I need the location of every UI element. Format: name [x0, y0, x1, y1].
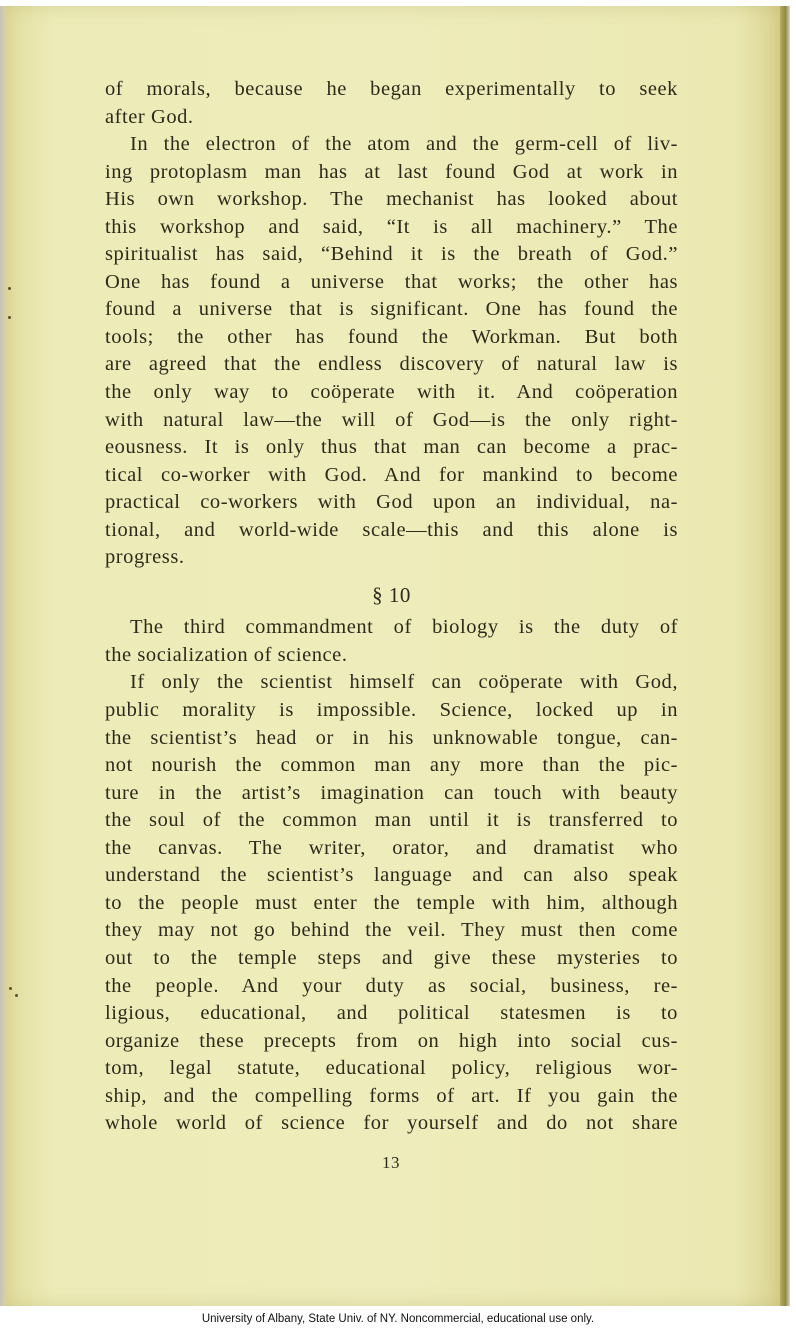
text-line: to the people must enter the temple with him, although [105, 891, 678, 914]
paper-speck [8, 287, 11, 290]
usage-notice: University of Albany, State Univ. of NY. Noncommercial, educational use only. [201, 1313, 595, 1325]
text-line: practical co-workers with God upon an individual, na- [105, 491, 678, 514]
text-line: the socialization of science. [105, 643, 348, 666]
text-line: tools; the other has found the Workman. But both [105, 325, 678, 348]
paper-speck [15, 994, 18, 997]
text-line: ship, and the compelling forms of art. If you gain the [105, 1084, 678, 1107]
text-line: ing protoplasm man has at last found God at work in [105, 160, 678, 183]
text-line: understand the scientist’s language and can also speak [105, 864, 678, 887]
text-line: ligious, educational, and political statesmen is to [105, 1002, 678, 1025]
section-heading: § 10 [372, 582, 411, 607]
text-line: The third commandment of biology is the duty of [130, 616, 678, 639]
text-line: the people. And your duty as social, business, re- [105, 974, 678, 997]
text-line: they may not go behind the veil. They must then come [105, 919, 678, 942]
text-line: the only way to coöperate with it. And coöperation [105, 381, 678, 404]
text-line: out to the temple steps and give these mysteries to [105, 946, 678, 969]
text-line: ture in the artist’s imagination can touch with beauty [105, 781, 678, 804]
text-line: public morality is impossible. Science, locked up in [105, 699, 678, 722]
text-line: not nourish the common man any more than the pic- [105, 754, 678, 777]
text-line: If only the scientist himself can coöperate with God, [130, 671, 678, 694]
text-line: tom, legal statute, educational policy, religious wor- [105, 1057, 678, 1080]
text-line: the scientist’s head or in his unknowable tongue, can- [105, 726, 678, 749]
text-line: are agreed that the endless discovery of natural law is [105, 353, 678, 376]
text-line: the canvas. The writer, orator, and dramatist who [105, 836, 678, 859]
text-line: His own workshop. The mechanist has looked about [105, 188, 678, 211]
text-line: spiritualist has said, “Behind it is the breath of God.” [105, 243, 678, 266]
text-line: tional, and world-wide scale—this and this alone is [105, 518, 678, 541]
text-line: One has found a universe that works; the other has [105, 270, 678, 293]
text-line: after God. [105, 105, 194, 128]
paper-speck [8, 316, 11, 319]
text-line: organize these precepts from on high into social cus- [105, 1029, 678, 1052]
text-line: this workshop and said, “It is all machinery.” The [105, 215, 678, 238]
text-line: found a universe that is significant. One has found the [105, 298, 678, 321]
text-line: eousness. It is only thus that man can become a prac- [105, 436, 678, 459]
text-line: tical co-worker with God. And for mankind to become [105, 463, 678, 486]
text-line: whole world of science for yourself and do not share [105, 1112, 678, 1135]
text-line: with natural law—the will of God—is the only right- [105, 408, 678, 431]
text-line: the soul of the common man until it is transferred to [105, 809, 678, 832]
page-number: 13 [382, 1153, 400, 1172]
text-line: progress. [105, 546, 185, 569]
text-line: of morals, because he began experimentally to seek [105, 78, 678, 100]
text-line: In the electron of the atom and the germ-cell of liv- [130, 133, 678, 156]
page-text [105, 76, 678, 1138]
paper-speck [9, 987, 12, 990]
page-right-edge [780, 6, 790, 1306]
